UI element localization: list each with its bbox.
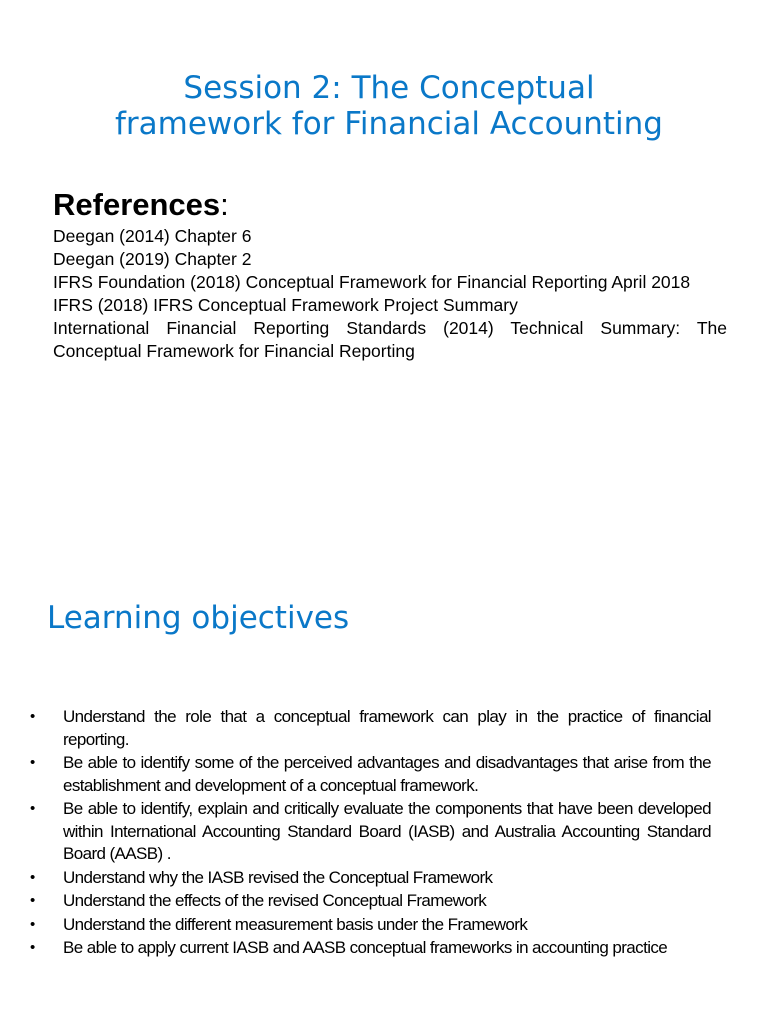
objective-text: Be able to identify, explain and critically evaluate the components that have been developed within International Accounting Standard Board (IASB) and Australia Accounting Standard Board (AASB) . [63, 799, 711, 863]
objective-text: Be able to apply current IASB and AASB conceptual frameworks in accounting practice [63, 938, 668, 957]
objective-text: Understand the effects of the revised Conceptual Framework [63, 891, 487, 910]
objective-text: Understand why the IASB revised the Conceptual Framework [63, 867, 493, 887]
objective-text: Understand the different measurement basis under the Framework [63, 914, 528, 934]
bullet-icon: • [30, 868, 35, 886]
objective-item [30, 890, 711, 913]
objective-text: Understand the role that a conceptual framework can play in the practice of financial reporting. [63, 707, 711, 749]
objective-item [30, 752, 711, 797]
bullet-icon: • [30, 915, 35, 933]
objective-item [30, 867, 711, 890]
references-heading-text: References [53, 187, 221, 222]
learning-objectives-heading: Learning objectives [47, 600, 350, 636]
bullet-icon: • [30, 754, 35, 771]
session-title-line-1: Session 2: The Conceptual [183, 70, 595, 106]
objective-text: Be able to identify some of the perceived advantages and disadvantages that arise from the establishment and development of a conceptual framework. [63, 753, 711, 795]
objective-item [30, 706, 711, 751]
bullet-icon: • [30, 939, 35, 956]
bullet-icon: • [30, 892, 35, 909]
references-section [53, 186, 727, 363]
objective-item [30, 798, 711, 866]
objective-item [30, 937, 711, 960]
session-title [0, 70, 768, 142]
reference-item: IFRS Foundation (2018) Conceptual Framework for Financial Reporting April 2018 [53, 272, 691, 292]
reference-item: International Financial Reporting Standards (2014) Technical Summary: The Conceptual Framework for Financial Reporting [53, 318, 727, 361]
bullet-icon: • [30, 708, 35, 725]
reference-item: IFRS (2018) IFRS Conceptual Framework Project Summary [53, 295, 518, 315]
references-heading-colon: : [220, 187, 229, 222]
reference-item: Deegan (2019) Chapter 2 [53, 249, 252, 269]
learning-objectives-list [30, 706, 711, 961]
objective-item [30, 914, 711, 937]
references-heading [53, 186, 727, 224]
session-title-line-2: framework for Financial Accounting [115, 106, 663, 142]
bullet-icon: • [30, 800, 35, 817]
reference-item: Deegan (2014) Chapter 6 [53, 226, 252, 246]
